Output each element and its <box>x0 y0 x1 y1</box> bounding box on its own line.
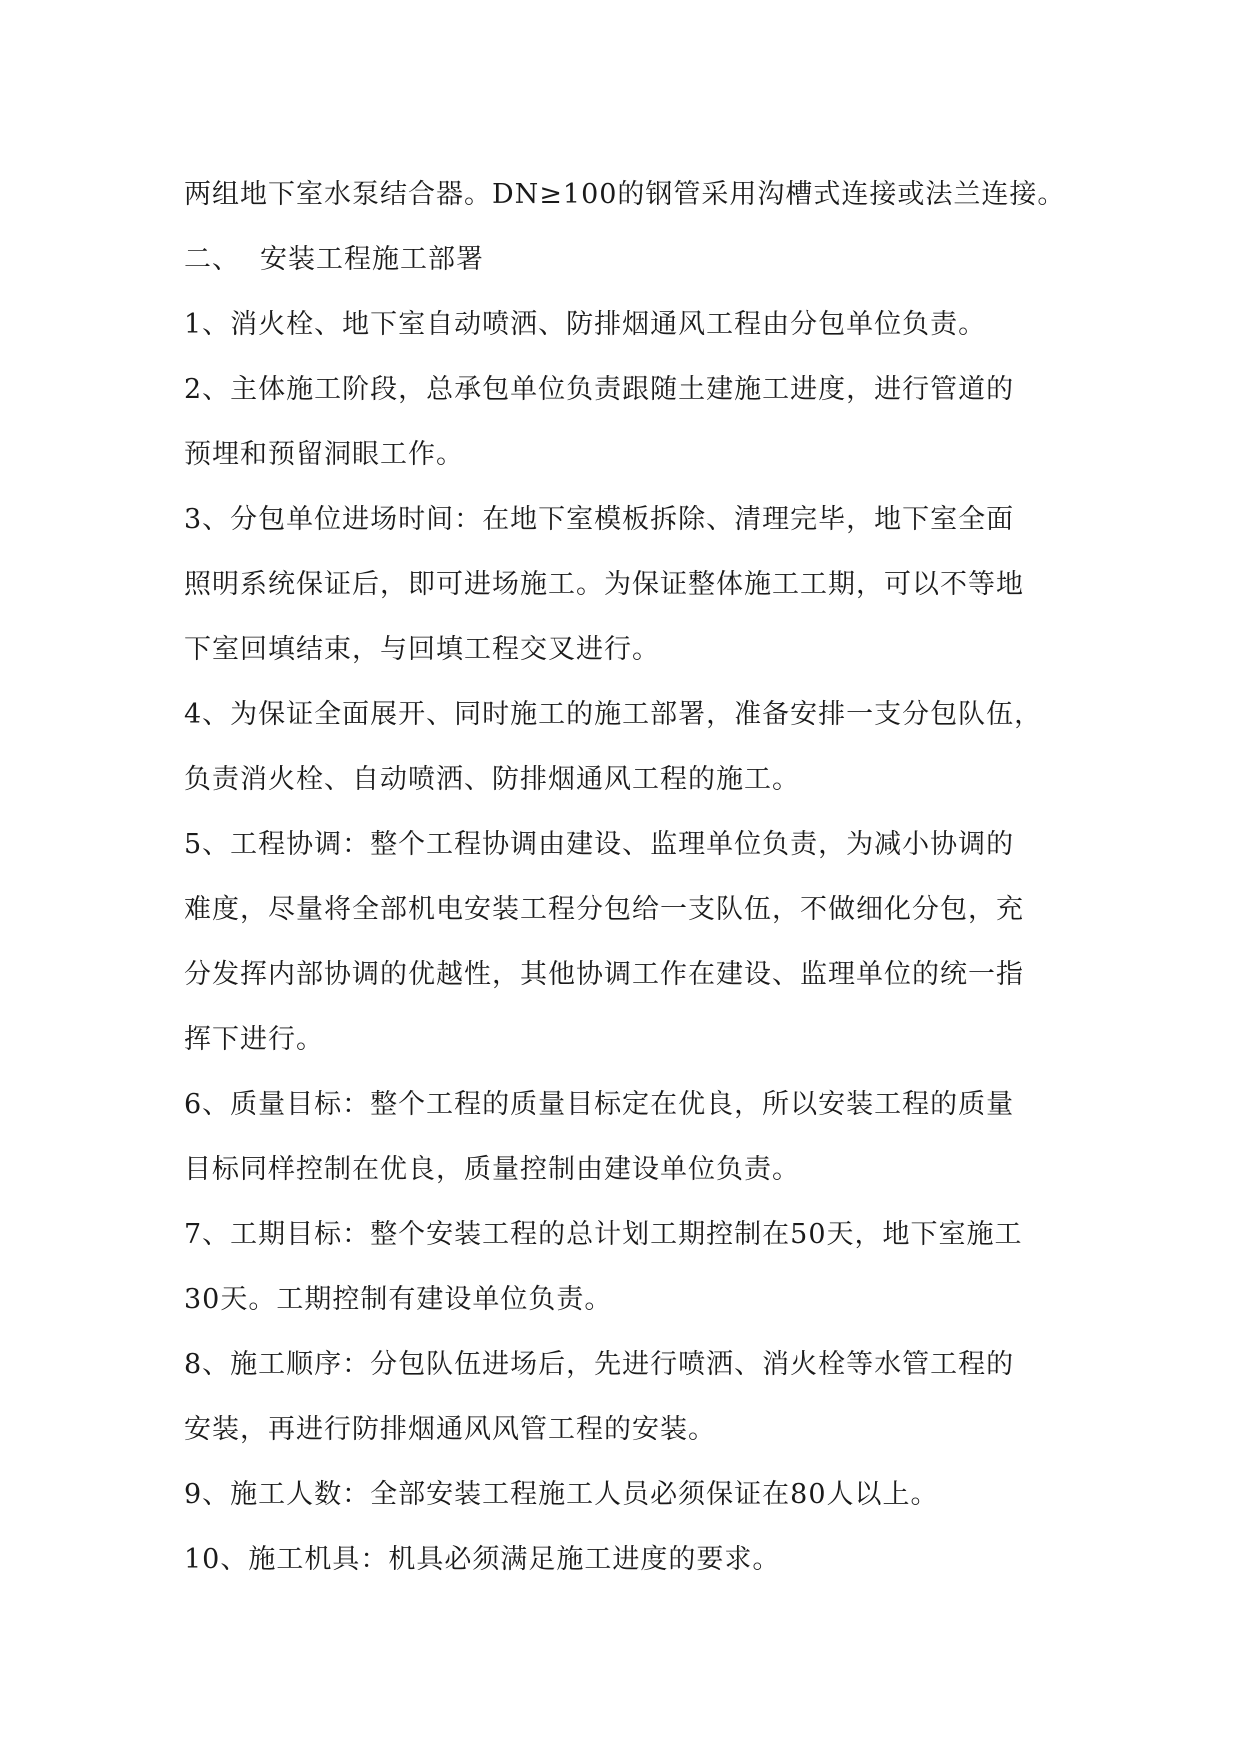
text-line: 预埋和预留洞眼工作。 <box>184 439 464 470</box>
text-line: 分发挥内部协调的优越性，其他协调工作在建设、监理单位的统一指 <box>184 959 1024 990</box>
text-line: 5、工程协调：整个工程协调由建设、监理单位负责，为减小协调的 <box>184 829 1015 860</box>
text-line: 30天。工期控制有建设单位负责。 <box>184 1284 613 1315</box>
text-line: 4、为保证全面展开、同时施工的施工部署，准备安排一支分包队伍， <box>184 699 1043 730</box>
document-body <box>184 162 1064 1592</box>
text-line: 负责消火栓、自动喷洒、防排烟通风工程的施工。 <box>184 764 800 795</box>
text-line: 7、工期目标：整个安装工程的总计划工期控制在50天，地下室施工 <box>184 1219 1023 1250</box>
text-line: 2、主体施工阶段，总承包单位负责跟随土建施工进度，进行管道的 <box>184 374 1015 405</box>
text-line: 两组地下室水泵结合器。DN≥100的钢管采用沟槽式连接或法兰连接。 <box>184 179 1066 210</box>
text-line: 9、施工人数：全部安装工程施工人员必须保证在80人以上。 <box>184 1479 939 1510</box>
text-line: 安装，再进行防排烟通风风管工程的安装。 <box>184 1414 716 1445</box>
text-line: 10、施工机具：机具必须满足施工进度的要求。 <box>184 1544 781 1575</box>
section-heading <box>184 227 1064 292</box>
section-heading-number: 二、 <box>184 244 240 275</box>
text-line: 目标同样控制在优良，质量控制由建设单位负责。 <box>184 1154 800 1185</box>
text-line: 1、消火栓、地下室自动喷洒、防排烟通风工程由分包单位负责。 <box>184 309 987 340</box>
text-line: 8、施工顺序：分包队伍进场后，先进行喷洒、消火栓等水管工程的 <box>184 1349 1015 1380</box>
text-line: 下室回填结束，与回填工程交叉进行。 <box>184 634 660 665</box>
section-heading-title: 安装工程施工部署 <box>260 244 484 275</box>
text-line: 照明系统保证后，即可进场施工。为保证整体施工工期，可以不等地 <box>184 569 1024 600</box>
text-line: 难度，尽量将全部机电安装工程分包给一支队伍，不做细化分包，充 <box>184 894 1024 925</box>
text-line: 挥下进行。 <box>184 1024 324 1055</box>
text-line: 3、分包单位进场时间：在地下室模板拆除、清理完毕，地下室全面 <box>184 504 1015 535</box>
text-line: 6、质量目标：整个工程的质量目标定在优良，所以安装工程的质量 <box>184 1089 1015 1120</box>
